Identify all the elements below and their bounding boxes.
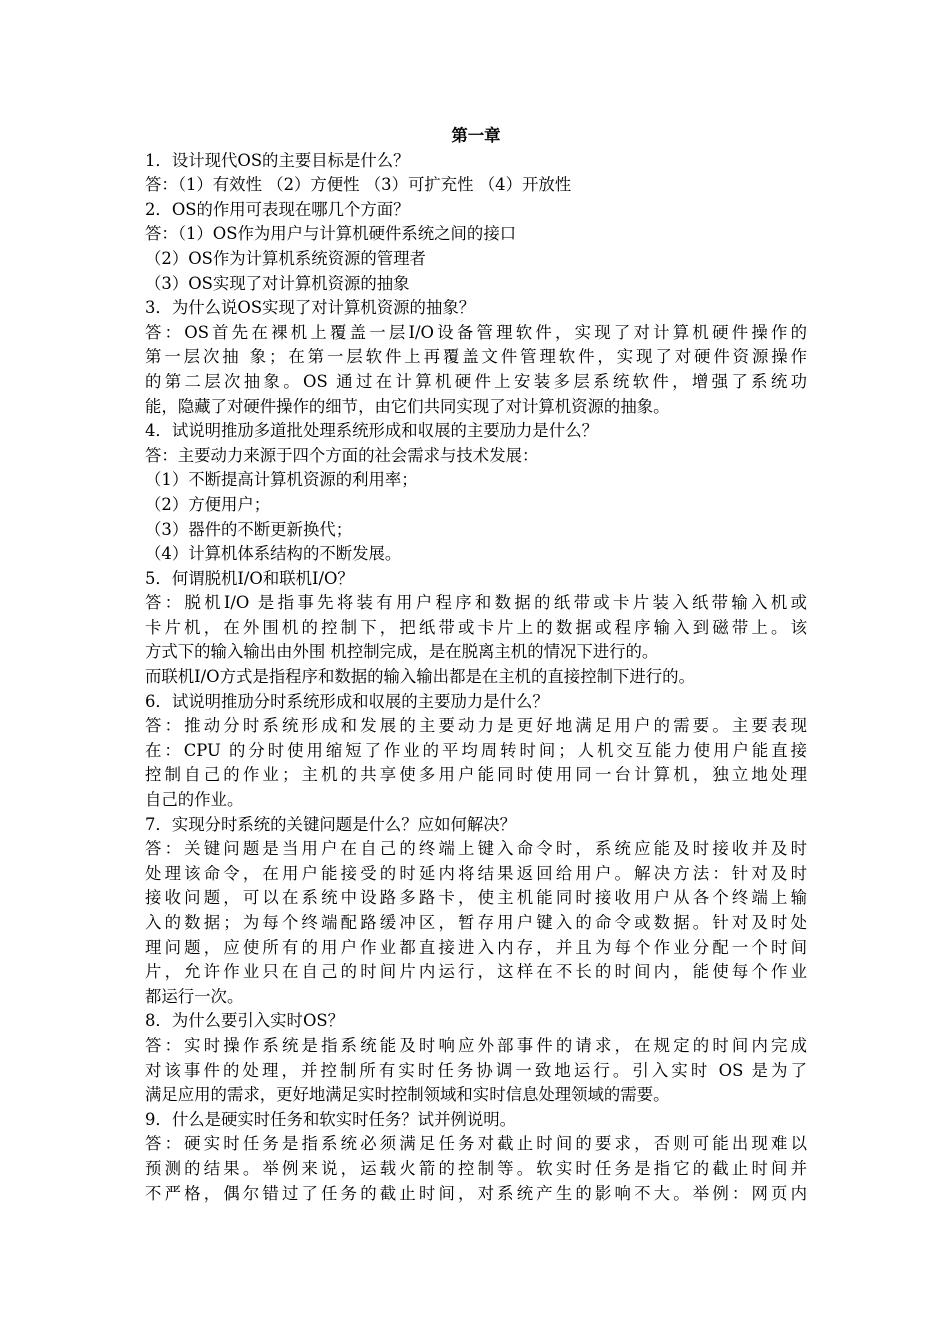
text-line: （2）OS作为计算机系统资源的管理者 [145,248,426,268]
text-line: 方式下的输入输出由外围 机控制完成，是在脱离主机的情况下进行的。 [145,642,659,662]
text-line: 控制自己的作业；主机的共享使多用户能同时使用同一台计算机，独立地处理 [145,765,807,785]
text-line: 答：实时操作系统是指系统能及时响应外部事件的请求，在规定的时间内完成 [145,1035,807,1055]
text-line: 4．试说明推劢多道批处理系统形成和収展的主要劢力是什么？ [145,421,598,441]
text-line: 自己的作业。 [145,790,244,810]
text-line: 7．实现分时系统的关键问题是什么？应如何解决？ [145,814,517,834]
text-line: 6．试说明推劢分时系统形成和収展的主要劢力是什么？ [145,691,549,711]
text-line: 能，隐藏了对硬件操作的细节，由它们共同实现了对计算机资源的抽象。 [145,396,670,416]
text-line: 2．OS的作用可表现在哪几个方面？ [145,199,410,219]
text-line: 答：关键问题是当用户在自己的终端上键入命令时，系统应能及时接收并及时 [145,839,807,859]
text-line: 1．设计现代OS的主要目标是什么？ [145,150,410,170]
text-line: 理问题，应使所有的用户作业都直接进入内存，并且为每个作业分配一个时间 [145,937,807,957]
text-line: 8．为什么要引入实时OS？ [145,1011,344,1031]
text-line: 在：CPU 的分时使用缩短了作业的平均周转时间；人机交互能力使用户能直接 [145,740,807,760]
text-line: 不严格，偶尔错过了任务的截止时间，对系统产生的影响不大。举例：网页内 [145,1183,807,1203]
text-line: （2）方便用户； [145,494,271,514]
text-line: 入的数据；为每个终端配路缓冲区，暂存用户键入的命令或数据。针对及时处 [145,913,807,932]
text-line: 5．何谓脱机I/O和联机I/O？ [145,568,354,588]
text-line: 第一层次抽 象；在第一层软件上再覆盖文件管理软件，实现了对硬件资源操作 [145,347,807,367]
text-line: （1）不断提高计算机资源的利用率； [145,470,418,490]
text-line: 片，允许作业只在自己的时间片内运行，这样在不长的时间内，能使每个作业 [145,962,807,982]
text-line: 都运行一次。 [145,986,244,1006]
text-line: 的第二层次抽象。OS 通过在计算机硬件上安装多层系统软件，增强了系统功 [145,371,807,391]
text-line: 答：（1）OS作为用户与计算机硬件系统之间的接口 [145,224,517,244]
text-line: 预测的结果。举例来说，运载火箭的控制等。软实时任务是指它的截止时间并 [145,1158,807,1178]
text-line: 对该事件的处理，并控制所有实时任务协调一致地运行。引入实时 OS 是为了 [145,1060,807,1080]
text-line: 而联机I/O方式是指程序和数据的输入输出都是在主机的直接控制下进行的。 [145,667,695,687]
text-line: （3）OS实现了对计算机资源的抽象 [145,273,410,293]
text-line: 答：主要动力来源于四个方面的社会需求与技术发展： [145,445,539,465]
text-line: （3）器件的不断更新换代； [145,519,353,539]
chapter-title: 第一章 [451,126,501,145]
text-line: 卡片机，在外围机的控制下，把纸带或卡片上的数据或程序输入到磁带上。该 [145,617,807,637]
text-line: 满足应用的需求，更好地满足实时控制领域和实时信息处理领域的需要。 [145,1085,670,1105]
document-body [145,149,807,1207]
text-line: （4）计算机体系结构的不断发展。 [145,544,402,564]
text-line: 答：推动分时系统形成和发展的主要动力是更好地满足用户的需要。主要表现 [145,716,807,736]
text-line: 答：脱机I/O 是指事先将装有用户程序和数据的纸带或卡片装入纸带输入机或 [145,593,807,613]
text-line: 9．什么是硬实时任务和软实时任务？试并例说明。 [145,1109,517,1129]
text-line: 答：OS首先在裸机上覆盖一层I/O设备管理软件，实现了对计算机硬件操作的 [145,322,807,342]
text-line: 接收问题，可以在系统中设路多路卡，使主机能同时接收用户从各个终端上输 [145,888,807,908]
document-page [145,124,807,1206]
text-line: 处理该命令，在用户能接受的时延内将结果返回给用户。解决方法：针对及时 [145,863,807,883]
text-line: 答：硬实时任务是指系统必须满足任务对截止时间的要求，否则可能出现难以 [145,1134,807,1154]
text-line: 3．为什么说OS实现了对计算机资源的抽象？ [145,298,476,318]
text-line: 答：（1）有效性 （2）方便性 （3）可扩充性 （4）开放性 [145,175,572,195]
